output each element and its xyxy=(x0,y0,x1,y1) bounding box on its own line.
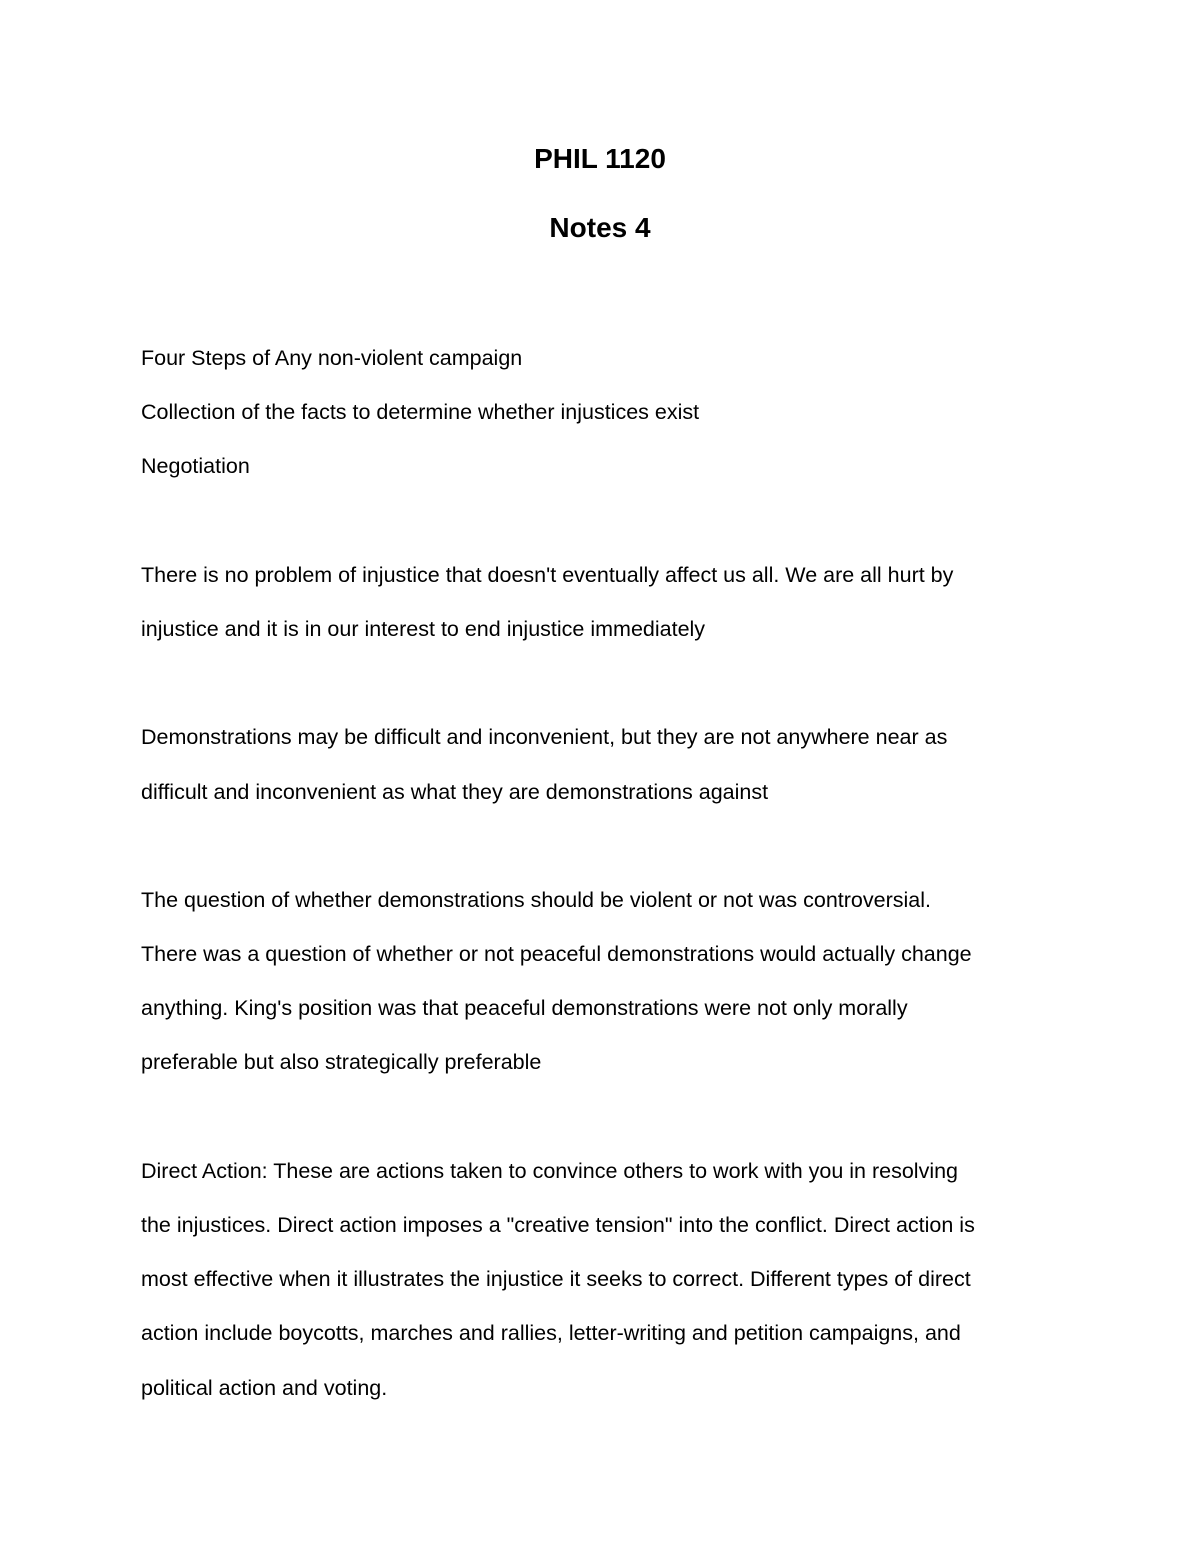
text-line: Demonstrations may be difficult and inconvenient, but they are not anywhere near as xyxy=(141,725,948,750)
text-line: political action and voting. xyxy=(141,1375,388,1400)
text-line: There was a question of whether or not peaceful demonstrations would actually change xyxy=(141,942,972,967)
paragraph-steps xyxy=(141,331,1071,494)
paragraph-spacer xyxy=(141,819,1071,873)
paragraph-spacer xyxy=(141,494,1071,548)
text-line: injustice and it is in our interest to end injustice immediately xyxy=(141,616,706,641)
document-subtitle: Notes 4 xyxy=(549,212,651,243)
text-line: Direct Action: These are actions taken to convince others to work with you in resolving xyxy=(141,1158,959,1183)
text-line: There is no problem of injustice that doesn't eventually affect us all. We are all hurt by xyxy=(141,562,954,587)
text-line: the injustices. Direct action imposes a "creative tension" into the conflict. Direct action is xyxy=(141,1213,975,1237)
text-line: action include boycotts, marches and rallies, letter-writing and petition campaigns, and xyxy=(141,1321,961,1346)
document-body xyxy=(141,331,1071,1415)
paragraph-demonstrations xyxy=(141,710,1071,818)
document-title: PHIL 1120 xyxy=(534,143,666,174)
text-line: Four Steps of Any non-violent campaign xyxy=(141,346,523,370)
text-line: preferable but also strategically preferable xyxy=(141,1050,542,1075)
text-line: Collection of the facts to determine whether injustices exist xyxy=(141,400,700,425)
paragraph-spacer xyxy=(141,1090,1071,1144)
text-line: most effective when it illustrates the injustice it seeks to correct. Different types of direct xyxy=(141,1267,971,1292)
text-line: difficult and inconvenient as what they are demonstrations against xyxy=(141,779,769,804)
paragraph-direct-action xyxy=(141,1144,1071,1415)
paragraph-violence-question xyxy=(141,873,1071,1090)
text-line: Negotiation xyxy=(141,454,250,479)
text-line: The question of whether demonstrations should be violent or not was controversial. xyxy=(141,887,931,912)
text-line: anything. King's position was that peaceful demonstrations were not only morally xyxy=(141,996,908,1021)
paragraph-injustice xyxy=(141,548,1071,656)
paragraph-spacer xyxy=(141,656,1071,710)
